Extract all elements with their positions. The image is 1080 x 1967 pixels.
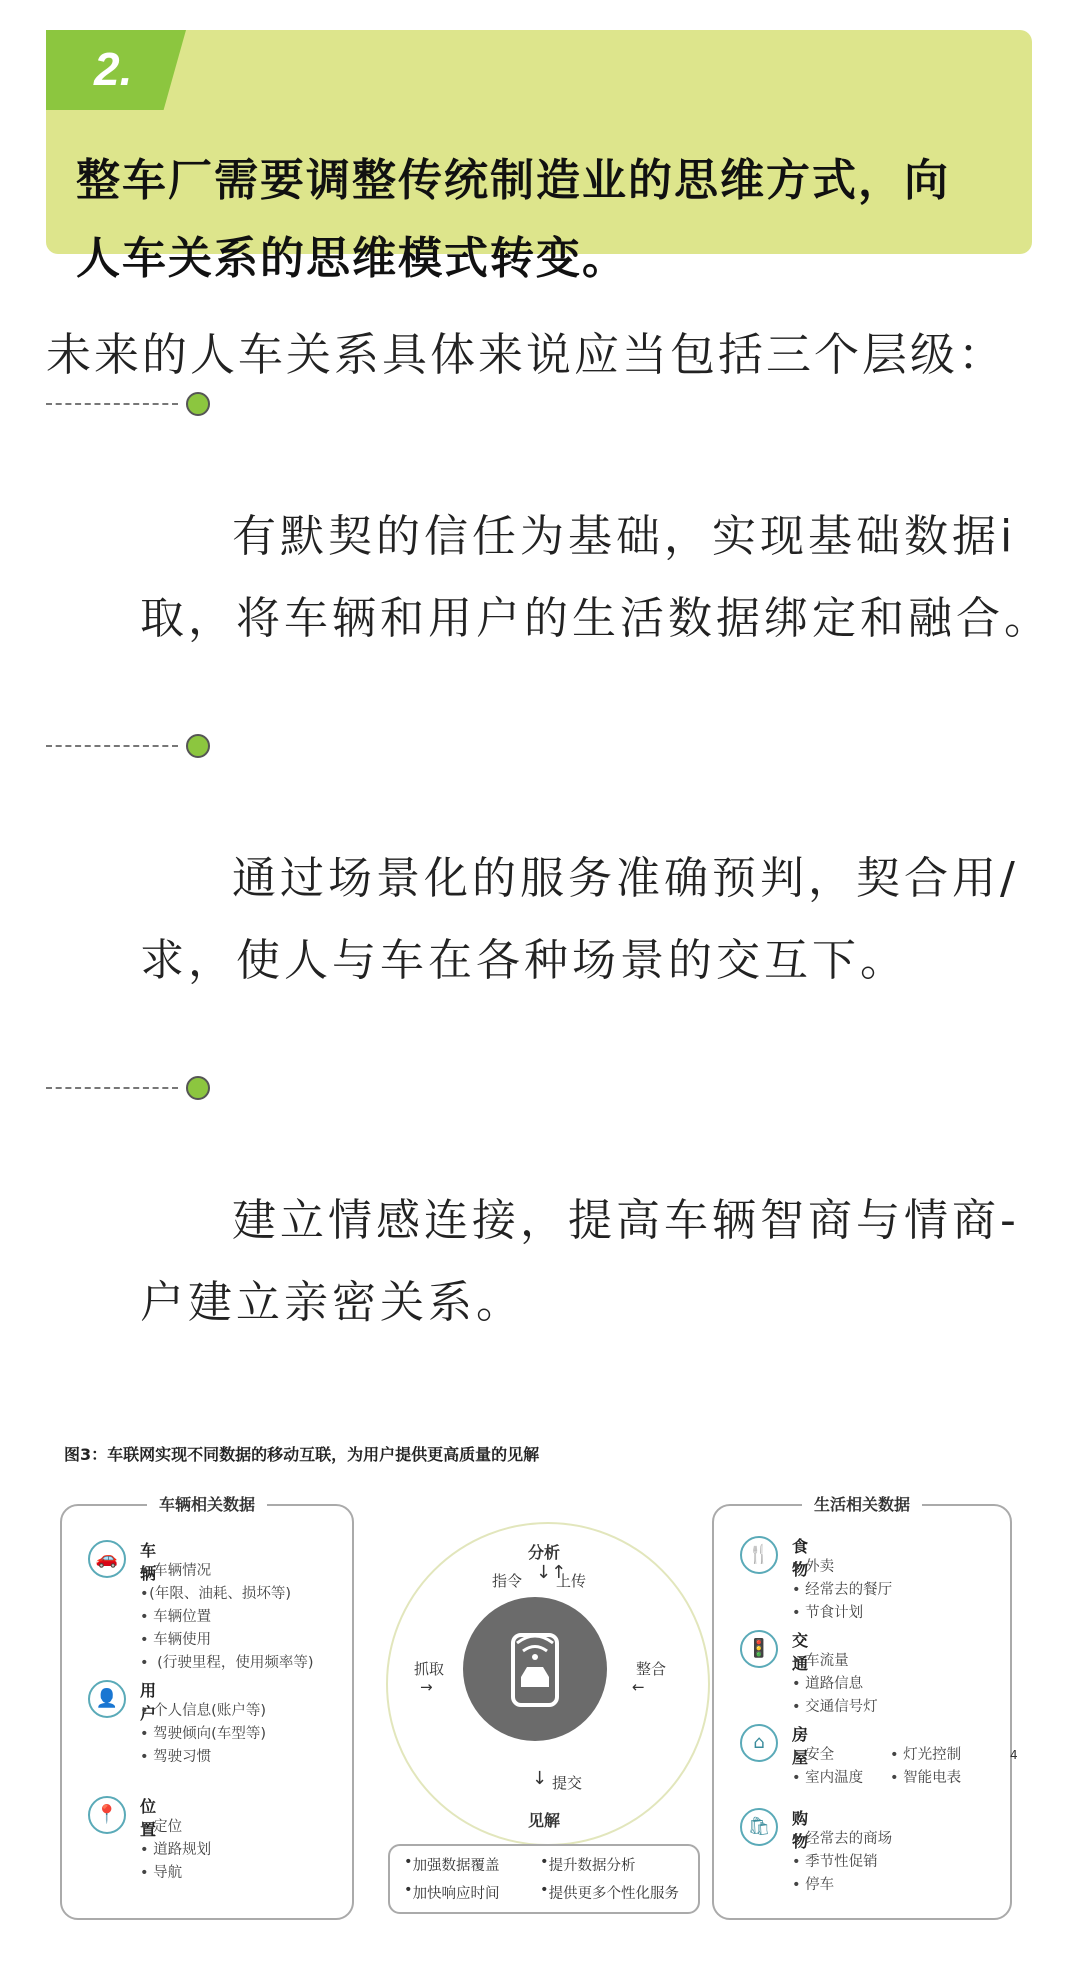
list-item: • 经常去的商场 (792, 1828, 892, 1851)
benefit-text: 提供更多个性化服务 (548, 1886, 680, 1902)
green-dot-icon (186, 734, 210, 758)
benefit-text: 提升数据分析 (548, 1858, 636, 1874)
list-item: • 车流量 (792, 1650, 878, 1673)
label-capture: 抓取 (414, 1660, 445, 1678)
benefit-item: • 加强数据覆盖 (404, 1854, 500, 1874)
group-items (140, 1700, 266, 1769)
green-dot-icon (186, 1076, 210, 1100)
dashed-line (46, 745, 178, 747)
list-item: • 室内温度 (792, 1767, 863, 1790)
left-arrow-icon: ← (632, 1678, 645, 1696)
list-item-detail: (年限、油耗、损坏等) (149, 1586, 291, 1602)
life-data-panel (712, 1495, 1012, 1920)
list-item: • 智能电表 (890, 1767, 961, 1790)
figure-title: 图3：车联网实现不同数据的移动互联，为用户提供更高质量的见解 (64, 1445, 540, 1464)
headline-line-2: 人车关系的思维模式转变。 (76, 233, 628, 284)
label-upload: 上传 (556, 1572, 587, 1590)
group-items (792, 1828, 892, 1897)
house-icon: ⌂ (740, 1724, 778, 1762)
list-item: • 道路规划 (140, 1839, 211, 1862)
down-arrow-icon: ↓ (532, 1768, 548, 1789)
label-insight: 见解 (528, 1811, 561, 1830)
up-down-arrows-icon: ↓↑ (536, 1562, 567, 1583)
list-item: • 外卖 (792, 1556, 892, 1579)
level-separator-1 (46, 390, 216, 418)
right-arrow-icon: → (420, 1678, 433, 1696)
intro-rest: 具体来说应当包括三个层级： (382, 328, 1007, 381)
connected-car-hub (463, 1597, 607, 1741)
group-items (140, 1560, 314, 1675)
level-paragraph-1 (140, 496, 1080, 660)
label-command: 指令 (492, 1572, 523, 1590)
benefit-text: 加强数据覆盖 (412, 1858, 500, 1874)
list-item: • 停车 (792, 1874, 892, 1897)
benefit-item: • 加快响应时间 (404, 1882, 500, 1902)
list-item: • 车辆使用 (140, 1629, 314, 1652)
list-item: • 灯光控制 (890, 1744, 961, 1767)
list-item: • 节食计划 (792, 1602, 892, 1625)
shopping-bag-icon: 🛍 (740, 1808, 778, 1846)
list-item: • 驾驶倾向(车型等) (140, 1723, 266, 1746)
section-number: 2. (94, 43, 133, 95)
group-title: 房屋 (792, 1725, 809, 1767)
section-banner (46, 30, 1032, 284)
list-item: • 车辆情况 (140, 1560, 314, 1583)
list-item (140, 1652, 314, 1675)
list-item: • 驾驶习惯 (140, 1746, 266, 1769)
user-icon: 👤 (88, 1680, 126, 1718)
car-icon: 🚗 (88, 1540, 126, 1578)
group-items (792, 1744, 863, 1790)
level-3-line-2: 户建立亲密关系。 (140, 1277, 524, 1328)
vehicle-data-title: 车辆相关数据 (147, 1492, 267, 1515)
section-headline (76, 142, 992, 298)
list-item: • 经常去的餐厅 (792, 1579, 892, 1602)
figure-connected-car (48, 1432, 1034, 1932)
group-items (792, 1650, 878, 1719)
list-item: • 车辆位置 (140, 1606, 314, 1629)
group-title: 食物 (792, 1537, 809, 1579)
intro-emphasis: 未来的人车关系 (46, 328, 383, 381)
level-paragraph-3 (140, 1180, 1080, 1344)
group-title: 购物 (792, 1809, 809, 1851)
location-pin-icon: 📍 (88, 1796, 126, 1834)
life-data-title: 生活相关数据 (802, 1492, 922, 1515)
list-item: • 季节性促销 (792, 1851, 892, 1874)
vehicle-data-panel (60, 1495, 354, 1920)
list-item: • 定位 (140, 1816, 211, 1839)
list-item (140, 1583, 314, 1606)
level-2-line-1: 通过场景化的服务准确预判，契合用/ (232, 853, 1019, 904)
level-1-line-1: 有默契的信任为基础，实现基础数据i (232, 511, 1017, 562)
level-3-line-1: 建立情感连接，提高车辆智商与情商- (232, 1195, 1020, 1246)
traffic-light-icon: 🚦 (740, 1630, 778, 1668)
list-item: • 道路信息 (792, 1673, 878, 1696)
list-item: • 导航 (140, 1862, 211, 1885)
dashed-line (46, 403, 178, 405)
green-dot-icon (186, 392, 210, 416)
group-title: 位置 (140, 1797, 157, 1839)
list-item: • 安全 (792, 1744, 863, 1767)
level-2-line-2: 求，使人与车在各种场景的交互下。 (140, 935, 908, 986)
level-separator-2 (46, 732, 216, 760)
group-items (792, 1556, 892, 1625)
level-paragraph-2 (140, 838, 1080, 1002)
benefit-item: • 提供更多个性化服务 (540, 1882, 680, 1902)
group-items (140, 1816, 211, 1885)
level-separator-3 (46, 1074, 216, 1102)
group-items-secondary (890, 1744, 961, 1790)
label-submit: 提交 (552, 1774, 583, 1792)
group-title: 交通 (792, 1631, 809, 1673)
benefit-text: 加快响应时间 (412, 1886, 500, 1902)
benefit-item: • 提升数据分析 (540, 1854, 636, 1874)
headline-line-1: 整车厂需要调整传统制造业的思维方式，向 (76, 155, 950, 206)
level-1-line-2: 取，将车辆和用户的生活数据绑定和融合。 (140, 593, 1052, 644)
fork-knife-icon: 🍴 (740, 1536, 778, 1574)
group-title: 车辆 (140, 1541, 157, 1583)
label-analysis: 分析 (528, 1543, 561, 1562)
benefits-box (388, 1844, 700, 1914)
list-item: • 交通信号灯 (792, 1696, 878, 1719)
connected-car-icon (463, 1597, 607, 1741)
intro-text (46, 318, 1006, 383)
list-item-detail: (行驶里程，使用频率等) (157, 1655, 314, 1671)
group-title: 用户 (140, 1681, 157, 1723)
page-mark: 4 (1010, 1748, 1018, 1762)
label-integrate: 整合 (636, 1660, 667, 1678)
list-item: • 个人信息(账户等) (140, 1700, 266, 1723)
dashed-line (46, 1087, 178, 1089)
